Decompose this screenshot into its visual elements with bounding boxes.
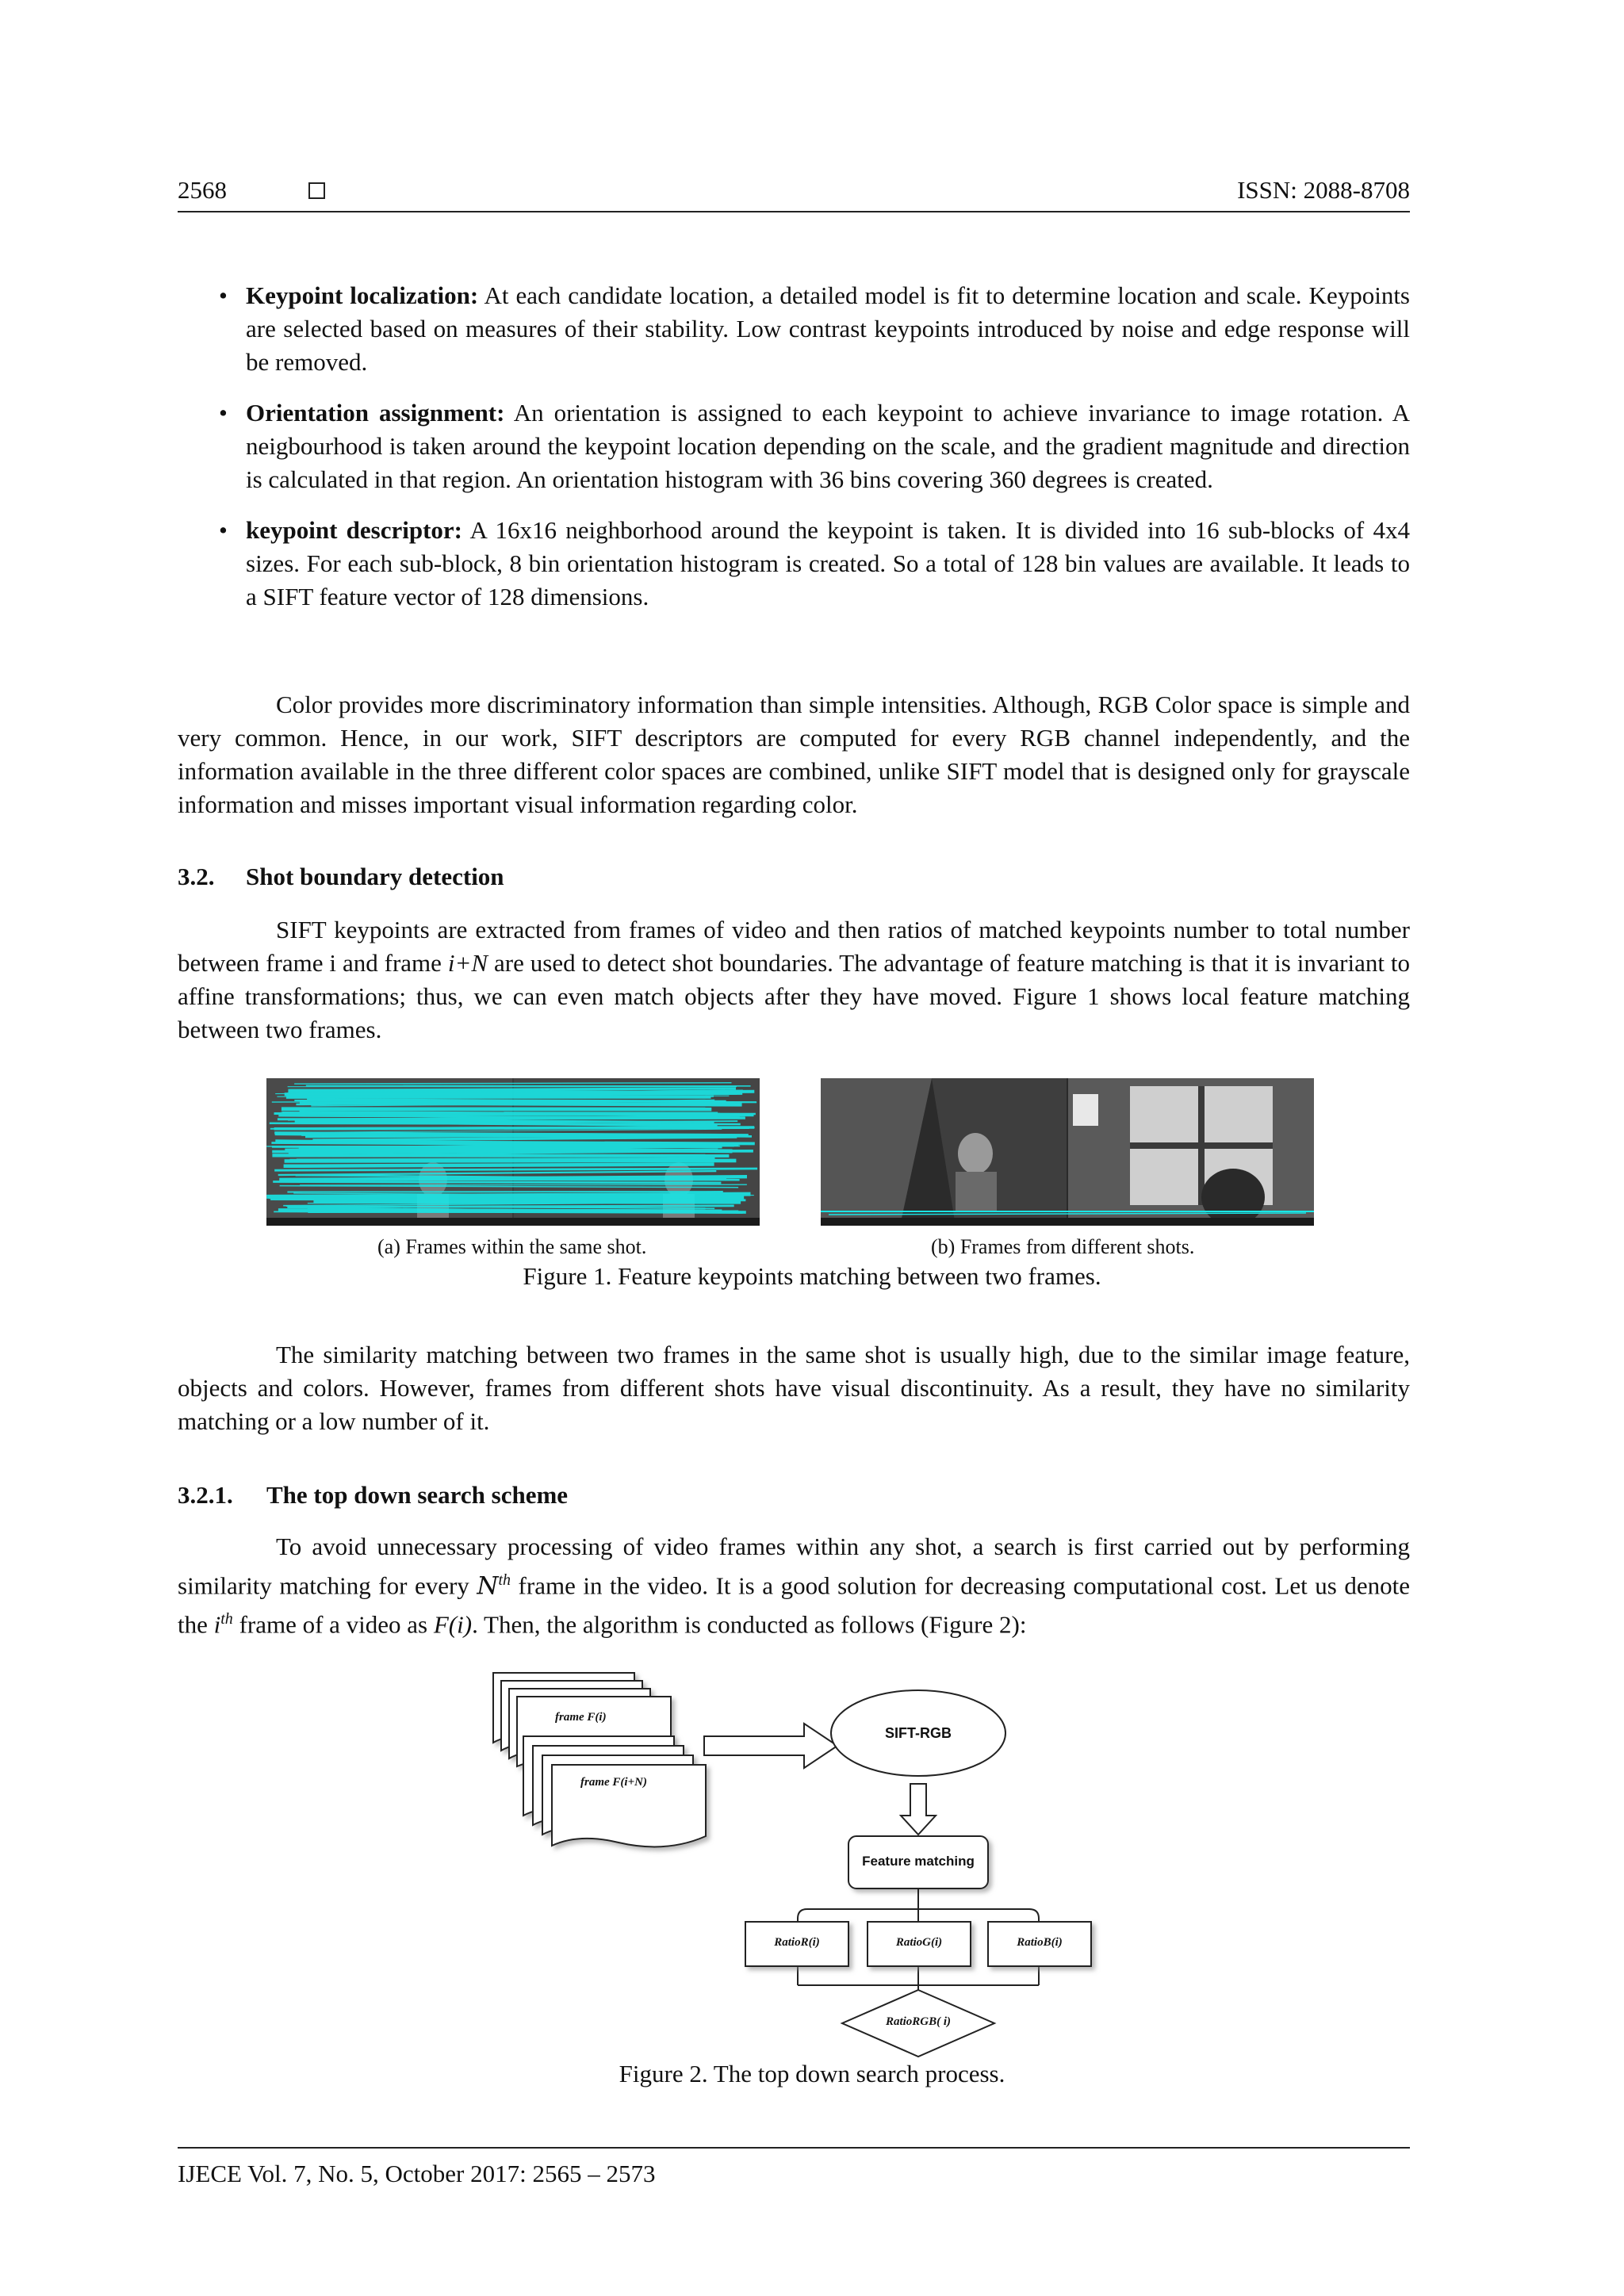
bullet-term: Keypoint localization: bbox=[246, 281, 479, 309]
bullet-term: keypoint descriptor: bbox=[246, 516, 463, 544]
figure-2 bbox=[0, 1657, 1624, 2085]
ratio-r-node: RatioR(i) bbox=[774, 1936, 820, 1949]
paragraph-shot-boundary: SIFT keypoints are extracted from frames of video and then ratios of matched keypoints number to total number between frame i and frame i+N are used to detect shot boundaries. The advantage of feature matching is that it is invariant to affine transformations; thus, we can even match objects after they have moved. Figure 1 shows local feature matching between two frames. bbox=[178, 916, 1410, 1043]
bullet-text: At each candidate location, a detailed model is fit to determine location and scale. Keypoints are selected based on measures of their stability. Low contrast keypoints introduced by noise and edge response will be removed. bbox=[246, 281, 1410, 376]
bullet-text: A 16x16 neighborhood around the keypoint is taken. It is divided into 16 sub-blocks of 4x4 sizes. For each sub-block, 8 bin orientation histogram is created. So a total of 128 bin values are available. It leads to a SIFT feature vector of 128 dimensions. bbox=[246, 516, 1410, 610]
issn: ISSN: 2088-8708 bbox=[1237, 176, 1410, 204]
frames-different-shots-image bbox=[821, 1078, 1314, 1226]
ratio-b-node: RatioB(i) bbox=[1017, 1936, 1063, 1949]
feature-matching-node: Feature matching bbox=[862, 1854, 975, 1869]
ratio-g-node: RatioG(i) bbox=[895, 1936, 943, 1949]
list-item bbox=[178, 279, 1410, 379]
list-item bbox=[178, 514, 1410, 614]
square-icon bbox=[308, 182, 325, 199]
subcaption-a: (a) Frames within the same shot. bbox=[377, 1235, 647, 1258]
paragraph-similarity: The similarity matching between two frames in the same shot is usually high, due to the similar image feature, objects and colors. However, frames from different shots have visual discontinuity. As a result, they have no similarity matching or a low number of it. bbox=[178, 1341, 1410, 1435]
frame-f-i-n-label: frame F(i+N) bbox=[580, 1776, 647, 1789]
figure-1-caption: Figure 1. Feature keypoints matching between two frames. bbox=[523, 1262, 1101, 1290]
page-header bbox=[178, 176, 1410, 212]
frame-f-i-label: frame F(i) bbox=[555, 1711, 607, 1724]
ratio-rgb-node: RatioRGB( i) bbox=[885, 2015, 952, 2028]
frames-same-shot-image bbox=[266, 1078, 760, 1226]
figure-2-caption: Figure 2. The top down search process. bbox=[619, 2060, 1005, 2087]
bullet-list bbox=[178, 279, 1410, 631]
paragraph-color: Color provides more discriminatory information than simple intensities. Although, RGB Color space is simple and very common. Hence, in our work, SIFT descriptors are computed for every RGB channel independently, and the information available in the three different color spaces are combined, unlike SIFT model that is designed only for grayscale information and misses important visual information regarding color. bbox=[178, 691, 1410, 818]
list-item bbox=[178, 396, 1410, 496]
bullet-icon: • bbox=[219, 281, 228, 309]
subsection-heading: 3.2.1. The top down search scheme bbox=[178, 1481, 569, 1509]
bullet-text: An orientation is assigned to each keypoint to achieve invariance to image rotation. A neigbourhood is taken around the keypoint location depending on the scale, and the gradient magnitude and direction is calculated in that region. An orientation histogram with 36 bins covering 360 degrees is created. bbox=[246, 399, 1411, 493]
sift-rgb-node: SIFT-RGB bbox=[885, 1725, 952, 1741]
bullet-icon: • bbox=[219, 516, 228, 544]
paragraph-top-down: To avoid unnecessary processing of video frames within any shot, a search is first carried out by performing similarity matching for every $N^{th}$ frame in the video. It is a good solution for decreasing computational cost. Let us denote the $i^{th}$ frame of a video as F(i). Then, the algorithm is conducted as follows (Figure 2): bbox=[178, 1533, 1411, 1639]
bullet-term: Orientation assignment: bbox=[246, 399, 505, 427]
subcaption-b: (b) Frames from different shots. bbox=[931, 1235, 1195, 1258]
page-number: 2568 bbox=[178, 176, 227, 204]
section-heading: 3.2. Shot boundary detection bbox=[178, 863, 504, 890]
page-footer: IJECE Vol. 7, No. 5, October 2017: 2565 – 2573 bbox=[178, 2147, 1410, 2188]
bullet-icon: • bbox=[219, 399, 228, 427]
